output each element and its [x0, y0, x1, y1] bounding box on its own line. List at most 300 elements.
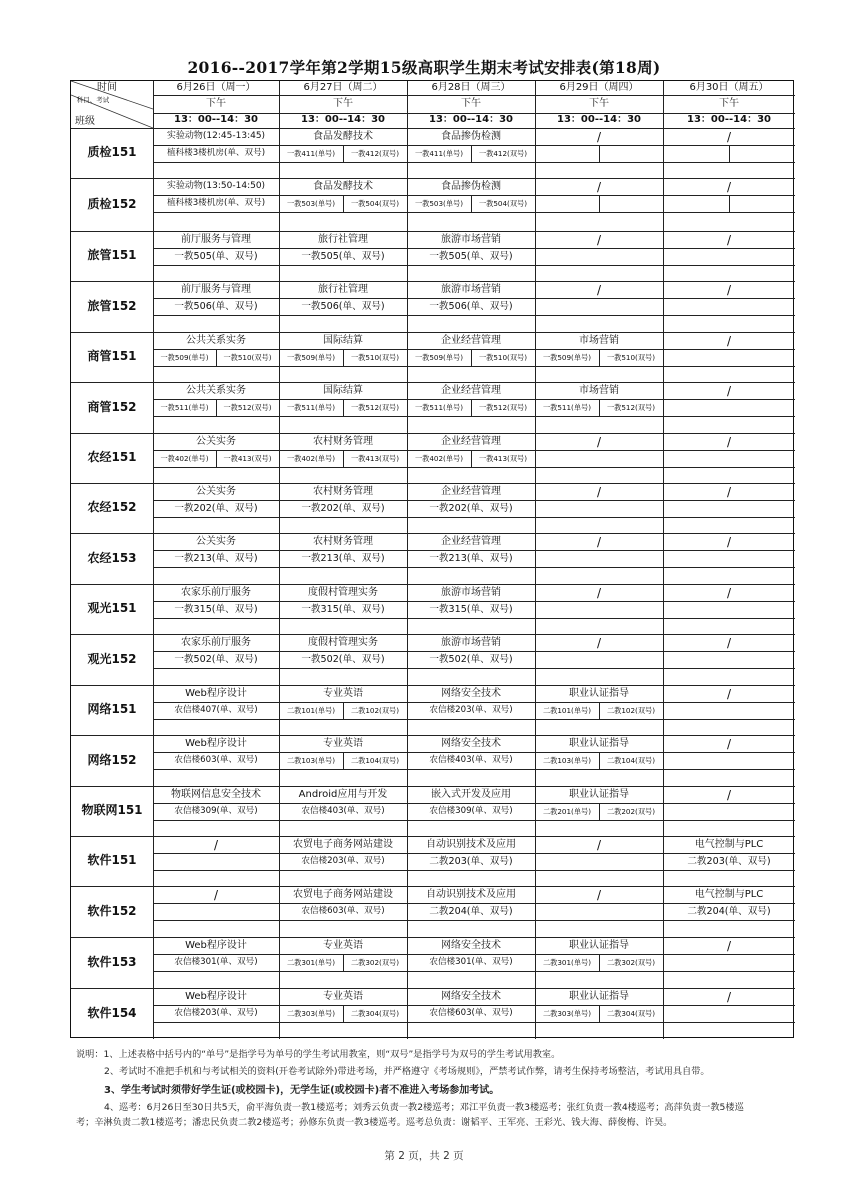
- room-even: 一教413(双号): [478, 454, 528, 463]
- subject-name: 市场营销: [579, 335, 619, 346]
- empty-slot-slash: /: [726, 687, 732, 701]
- room-even: 一教504(双号): [350, 199, 400, 208]
- header-class-label: 班级: [75, 116, 95, 127]
- grid-line: [153, 971, 279, 972]
- subject-name: 公关实务: [196, 536, 236, 547]
- grid-line: [279, 162, 407, 163]
- empty-slot-slash: /: [213, 838, 219, 852]
- grid-line: [663, 870, 795, 871]
- grid-line: [535, 162, 663, 163]
- room-odd: 二教103(单号): [542, 756, 592, 765]
- subject-name: 实验动物(13:50-14:50): [166, 181, 266, 191]
- grid-line: [279, 467, 407, 468]
- grid-line: [279, 567, 407, 568]
- grid-line: [407, 1022, 535, 1023]
- grid-line: [279, 298, 407, 299]
- class-name: 软件154: [87, 1005, 137, 1020]
- empty-slot-slash: /: [596, 130, 602, 144]
- empty-slot-slash: /: [726, 990, 732, 1004]
- room-odd: 一教511(单号): [286, 403, 336, 412]
- class-name: 软件151: [87, 853, 137, 867]
- grid-line: [535, 971, 663, 972]
- grid-line: [71, 685, 795, 686]
- empty-slot-slash: /: [596, 233, 602, 247]
- empty-slot-slash: /: [596, 888, 602, 902]
- grid-line: [216, 349, 217, 366]
- grid-line: [471, 145, 472, 162]
- grid-line: [279, 366, 407, 367]
- grid-line: [343, 954, 344, 971]
- grid-line: [535, 550, 663, 551]
- grid-line: [153, 467, 279, 468]
- grid-line: [153, 366, 279, 367]
- room-all: 一教315(单、双号): [174, 604, 258, 615]
- grid-line: [153, 668, 279, 669]
- subject-name: 职业认证指导: [569, 789, 629, 800]
- header-day-date: 6月29日（周四）: [559, 82, 639, 93]
- grid-line: [535, 668, 663, 669]
- grid-line: [535, 618, 663, 619]
- grid-line: [153, 265, 279, 266]
- grid-line: [407, 870, 535, 871]
- grid-line: [535, 517, 663, 518]
- grid-line: [71, 735, 795, 736]
- subject-name: 农家乐前厅服务: [181, 637, 251, 648]
- room-even: 一教512(双号): [606, 403, 656, 412]
- room-all: 一教505(单、双号): [174, 251, 258, 262]
- grid-line: [663, 399, 795, 400]
- class-name: 农经152: [87, 500, 137, 514]
- subject-name: 职业认证指导: [569, 991, 629, 1002]
- grid-line: [153, 315, 279, 316]
- grid-line: [153, 500, 279, 501]
- empty-slot-slash: /: [596, 435, 602, 449]
- grid-line: [71, 533, 795, 534]
- room-all: 农信楼603(单、双号): [301, 906, 385, 916]
- room-all: 农信楼403(单、双号): [429, 755, 513, 765]
- note-4-cont: 考；辛淋负责二教1楼巡考；潘忠民负责二教2楼巡考；孙修东负责一教3楼巡考。巡考总负责：谢韬平、王军亮、王彩光、钱大海、薛俊梅、许昊。: [76, 1117, 673, 1128]
- header-day-time: 13：00--14：30: [301, 114, 385, 125]
- grid-line: [71, 584, 795, 585]
- grid-line: [407, 920, 535, 921]
- subject-name: 国际结算: [323, 385, 363, 396]
- grid-line: [71, 231, 795, 232]
- empty-slot-slash: /: [596, 283, 602, 297]
- grid-line: [153, 803, 279, 804]
- grid-line: [279, 81, 280, 1039]
- class-name: 旅管152: [87, 298, 137, 313]
- grid-line: [663, 467, 795, 468]
- subject-name: Web程序设计: [185, 940, 247, 951]
- subject-name: 自动识别技术及应用: [426, 889, 516, 900]
- room-even: 二教304(双号): [606, 1009, 656, 1018]
- header-day-period: 下午: [206, 98, 226, 109]
- empty-slot-slash: /: [596, 535, 602, 549]
- grid-line: [407, 702, 535, 703]
- grid-line: [71, 786, 795, 787]
- grid-line: [71, 382, 795, 383]
- grid-line: [535, 601, 663, 602]
- header-day-period: 下午: [589, 98, 609, 109]
- subject-name: 度假村管理实务: [308, 637, 378, 648]
- note-1: 说明：1、上述表格中括号内的“单号”是指学号为单号的学生考试用教室，则“双号”是指学号为双号的学生考试用教室。: [76, 1049, 561, 1060]
- grid-line: [279, 601, 407, 602]
- header-day-period: 下午: [461, 98, 481, 109]
- grid-line: [153, 903, 279, 904]
- grid-line: [407, 903, 535, 904]
- grid-line: [663, 298, 795, 299]
- subject-name: 国际结算: [323, 335, 363, 346]
- empty-slot-slash: /: [726, 384, 732, 398]
- empty-slot-slash: /: [596, 838, 602, 852]
- room-all: 一教502(单、双号): [429, 654, 513, 665]
- subject-name: 农村财务管理: [313, 436, 373, 447]
- grid-line: [279, 416, 407, 417]
- subject-name: 公关实务: [196, 486, 236, 497]
- subject-name: 旅游市场营销: [441, 637, 501, 648]
- grid-line: [279, 651, 407, 652]
- room-even: 二教102(双号): [606, 706, 656, 715]
- empty-slot-slash: /: [596, 485, 602, 499]
- subject-name: 食品发酵技术: [313, 131, 373, 142]
- room-all: 一教502(单、双号): [174, 654, 258, 665]
- room-all: 二教203(单、双号): [429, 856, 513, 867]
- header-day-period: 下午: [333, 98, 353, 109]
- grid-line: [407, 81, 408, 1039]
- subject-name: 市场营销: [579, 385, 619, 396]
- subject-name: 网络安全技术: [441, 738, 501, 749]
- grid-line: [343, 349, 344, 366]
- grid-line: [279, 870, 407, 871]
- room-odd: 一教402(单号): [160, 454, 209, 463]
- room-all: 一教506(单、双号): [174, 301, 258, 312]
- subject-name: 旅行社管理: [318, 234, 368, 245]
- grid-line: [535, 212, 663, 213]
- room-all: 农信楼309(单、双号): [429, 806, 513, 816]
- grid-line: [663, 315, 795, 316]
- grid-line: [407, 500, 535, 501]
- room-odd: 二教303(单号): [542, 1009, 592, 1018]
- room-all: 二教203(单、双号): [687, 856, 771, 867]
- room-odd: 二教301(单号): [542, 958, 592, 967]
- room-even: 一教413(双号): [223, 454, 272, 463]
- grid-line: [535, 903, 663, 904]
- room-even: 一教412(双号): [350, 149, 400, 158]
- subject-name: Web程序设计: [185, 688, 247, 699]
- grid-line: [407, 315, 535, 316]
- room-odd: 一教509(单号): [160, 353, 209, 362]
- grid-line: [663, 81, 664, 1039]
- grid-line: [153, 954, 279, 955]
- grid-line: [153, 416, 279, 417]
- grid-line: [663, 668, 795, 669]
- grid-line: [71, 988, 795, 989]
- grid-line: [729, 195, 730, 212]
- grid-line: [153, 298, 279, 299]
- grid-line: [279, 248, 407, 249]
- room-all: 一教213(单、双号): [301, 553, 385, 564]
- grid-line: [407, 567, 535, 568]
- exam-schedule-table: [70, 80, 794, 1038]
- empty-slot-slash: /: [726, 485, 732, 499]
- subject-name: Android应用与开发: [298, 789, 388, 800]
- grid-line: [535, 853, 663, 854]
- empty-slot-slash: /: [726, 636, 732, 650]
- grid-line: [279, 500, 407, 501]
- room-odd: 一教503(单号): [286, 199, 336, 208]
- grid-line: [153, 517, 279, 518]
- empty-slot-slash: /: [726, 939, 732, 953]
- subject-name: 自动识别技术及应用: [426, 839, 516, 850]
- grid-line: [343, 195, 344, 212]
- room-all: 农信楼603(单、双号): [174, 755, 258, 765]
- empty-slot-slash: /: [596, 586, 602, 600]
- room-all: 植科楼3楼机房(单、双号): [166, 198, 266, 208]
- grid-line: [407, 803, 535, 804]
- grid-line: [407, 719, 535, 720]
- grid-line: [343, 1005, 344, 1022]
- grid-line: [279, 265, 407, 266]
- grid-line: [663, 416, 795, 417]
- grid-line: [663, 567, 795, 568]
- room-all: 一教202(单、双号): [174, 503, 258, 514]
- grid-line: [71, 886, 795, 887]
- grid-line: [71, 483, 795, 484]
- class-name: 农经153: [87, 550, 137, 565]
- grid-line: [663, 769, 795, 770]
- room-all: 一教505(单、双号): [429, 251, 513, 262]
- grid-line: [407, 162, 535, 163]
- grid-line: [663, 920, 795, 921]
- grid-line: [535, 265, 663, 266]
- grid-line: [279, 920, 407, 921]
- room-odd: 一教402(单号): [286, 454, 336, 463]
- note-2: 2、考试时不准把手机和与考试相关的资料(开卷考试除外)带进考场，并严格遵守《考场规则》，严禁考试作弊，请考生保持考场整洁，考试用具自带。: [104, 1066, 710, 1077]
- grid-line: [153, 212, 279, 213]
- subject-name: 专业英语: [323, 991, 363, 1002]
- grid-line: [279, 212, 407, 213]
- grid-line: [153, 618, 279, 619]
- room-odd: 一教511(单号): [160, 403, 209, 412]
- grid-line: [153, 1022, 279, 1023]
- subject-name: 实验动物(12:45-13:45): [166, 131, 266, 141]
- subject-name: 职业认证指导: [569, 738, 629, 749]
- grid-line: [663, 517, 795, 518]
- subject-name: 前厅服务与管理: [181, 234, 251, 245]
- class-name: 网络151: [87, 702, 137, 716]
- grid-line: [343, 752, 344, 769]
- header-day-date: 6月27日（周二）: [303, 82, 383, 93]
- grid-line: [407, 298, 535, 299]
- room-all: 农信楼203(单、双号): [174, 1008, 258, 1018]
- room-even: 二教102(双号): [350, 706, 400, 715]
- grid-line: [407, 668, 535, 669]
- subject-name: 网络安全技术: [441, 940, 501, 951]
- grid-line: [71, 634, 795, 635]
- room-odd: 一教503(单号): [414, 199, 464, 208]
- grid-line: [663, 702, 795, 703]
- grid-line: [71, 836, 795, 837]
- class-name: 商管151: [87, 349, 137, 363]
- grid-line: [153, 601, 279, 602]
- empty-slot-slash: /: [726, 130, 732, 144]
- room-odd: 一教509(单号): [286, 353, 336, 362]
- grid-line: [216, 450, 217, 467]
- room-all: 一教202(单、双号): [429, 503, 513, 514]
- header-day-time: 13：00--14：30: [557, 114, 641, 125]
- header-day-time: 13：00--14：30: [687, 114, 771, 125]
- subject-name: 食品掺伪检测: [441, 181, 501, 192]
- grid-line: [599, 399, 600, 416]
- empty-slot-slash: /: [726, 788, 732, 802]
- grid-line: [407, 601, 535, 602]
- page-title: 2016--2017学年第2学期15级高职学生期末考试安排表(第18周): [187, 58, 661, 77]
- subject-name: 专业英语: [323, 688, 363, 699]
- room-odd: 二教101(单号): [542, 706, 592, 715]
- grid-line: [153, 1005, 279, 1006]
- empty-slot-slash: /: [726, 233, 732, 247]
- grid-line: [663, 450, 795, 451]
- empty-slot-slash: /: [596, 180, 602, 194]
- room-odd: 二教303(单号): [286, 1009, 336, 1018]
- grid-line: [729, 145, 730, 162]
- subject-name: 度假村管理实务: [308, 587, 378, 598]
- grid-line: [279, 517, 407, 518]
- grid-line: [153, 248, 279, 249]
- grid-line: [407, 769, 535, 770]
- empty-slot-slash: /: [726, 586, 732, 600]
- grid-line: [663, 651, 795, 652]
- room-all: 二教204(单、双号): [429, 906, 513, 917]
- grid-line: [663, 719, 795, 720]
- room-even: 一教510(双号): [223, 353, 272, 362]
- header-day-time: 13：00--14：30: [429, 114, 513, 125]
- subject-name: 食品掺伪检测: [441, 131, 501, 142]
- grid-line: [471, 195, 472, 212]
- subject-name: 职业认证指导: [569, 688, 629, 699]
- class-name: 农经151: [87, 450, 137, 464]
- grid-line: [153, 769, 279, 770]
- class-name: 网络152: [87, 752, 137, 767]
- empty-slot-slash: /: [726, 283, 732, 297]
- grid-line: [535, 450, 663, 451]
- subject-name: 旅行社管理: [318, 284, 368, 295]
- grid-line: [407, 954, 535, 955]
- subject-name: 公共关系实务: [186, 385, 246, 396]
- subject-name: 食品发酵技术: [313, 181, 373, 192]
- room-even: 二教302(双号): [606, 958, 656, 967]
- grid-line: [153, 719, 279, 720]
- subject-name: Web程序设计: [185, 991, 247, 1002]
- empty-slot-slash: /: [726, 737, 732, 751]
- room-all: 一教202(单、双号): [301, 503, 385, 514]
- note-3: 3、学生考试时须带好学生证(或校园卡)，无学生证(或校园卡)者不准进入考场参加考试。: [104, 1085, 500, 1096]
- room-all: 一教506(单、双号): [429, 301, 513, 312]
- room-all: 农信楼301(单、双号): [429, 957, 513, 967]
- room-even: 二教104(双号): [350, 756, 400, 765]
- subject-name: 嵌入式开发及应用: [431, 789, 511, 800]
- grid-line: [663, 803, 795, 804]
- grid-line: [535, 248, 663, 249]
- header-corner-small: 科目、考试: [76, 96, 110, 104]
- header-time-label: 时间: [97, 82, 117, 93]
- grid-line: [663, 820, 795, 821]
- room-all: 农信楼407(单、双号): [174, 705, 258, 715]
- subject-name: 企业经营管理: [441, 486, 501, 497]
- grid-line: [663, 500, 795, 501]
- grid-line: [599, 145, 600, 162]
- grid-line: [343, 145, 344, 162]
- room-all: 一教213(单、双号): [174, 553, 258, 564]
- room-all: 一教315(单、双号): [301, 604, 385, 615]
- room-all: 一教315(单、双号): [429, 604, 513, 615]
- grid-line: [471, 399, 472, 416]
- room-even: 一教510(双号): [606, 353, 656, 362]
- grid-line: [663, 618, 795, 619]
- empty-slot-slash: /: [213, 888, 219, 902]
- subject-name: 职业认证指导: [569, 940, 629, 951]
- empty-slot-slash: /: [726, 435, 732, 449]
- empty-slot-slash: /: [596, 636, 602, 650]
- grid-line: [471, 450, 472, 467]
- grid-line: [153, 567, 279, 568]
- class-name: 观光152: [87, 651, 137, 666]
- room-all: 一教506(单、双号): [301, 301, 385, 312]
- grid-line: [407, 467, 535, 468]
- subject-name: 企业经营管理: [441, 335, 501, 346]
- grid-line: [599, 752, 600, 769]
- class-name: 质检151: [87, 145, 137, 159]
- subject-name: 专业英语: [323, 940, 363, 951]
- grid-line: [71, 178, 795, 179]
- room-even: 二教304(双号): [350, 1009, 400, 1018]
- room-even: 一教413(双号): [350, 454, 400, 463]
- room-even: 一教504(双号): [478, 199, 528, 208]
- room-odd: 一教411(单号): [286, 149, 336, 158]
- grid-line: [153, 853, 279, 854]
- grid-line: [153, 651, 279, 652]
- empty-slot-slash: /: [726, 334, 732, 348]
- note-4: 4、巡考：6月26日至30日共5天，俞平海负责一教1楼巡考；刘秀云负责一教2楼巡考；邓江平负责一教3楼巡考；张红负责一教4楼巡考；高萍负责一教5楼巡: [104, 1102, 744, 1113]
- grid-line: [535, 870, 663, 871]
- room-all: 农信楼603(单、双号): [429, 1008, 513, 1018]
- room-even: 二教104(双号): [606, 756, 656, 765]
- grid-line: [71, 937, 795, 938]
- grid-line: [471, 349, 472, 366]
- grid-line: [279, 769, 407, 770]
- room-all: 农信楼301(单、双号): [174, 957, 258, 967]
- grid-line: [599, 1005, 600, 1022]
- grid-line: [407, 366, 535, 367]
- subject-name: 企业经营管理: [441, 436, 501, 447]
- room-even: 二教202(双号): [606, 807, 656, 816]
- grid-line: [279, 803, 407, 804]
- grid-line: [279, 315, 407, 316]
- grid-line: [663, 212, 795, 213]
- grid-line: [279, 618, 407, 619]
- grid-line: [407, 416, 535, 417]
- subject-name: Web程序设计: [185, 738, 247, 749]
- grid-line: [663, 265, 795, 266]
- grid-line: [407, 517, 535, 518]
- grid-line: [535, 366, 663, 367]
- grid-line: [535, 651, 663, 652]
- room-all: 农信楼203(单、双号): [429, 705, 513, 715]
- grid-line: [153, 752, 279, 753]
- class-name: 观光151: [87, 601, 137, 615]
- class-name: 物联网151: [81, 803, 143, 817]
- grid-line: [153, 162, 279, 163]
